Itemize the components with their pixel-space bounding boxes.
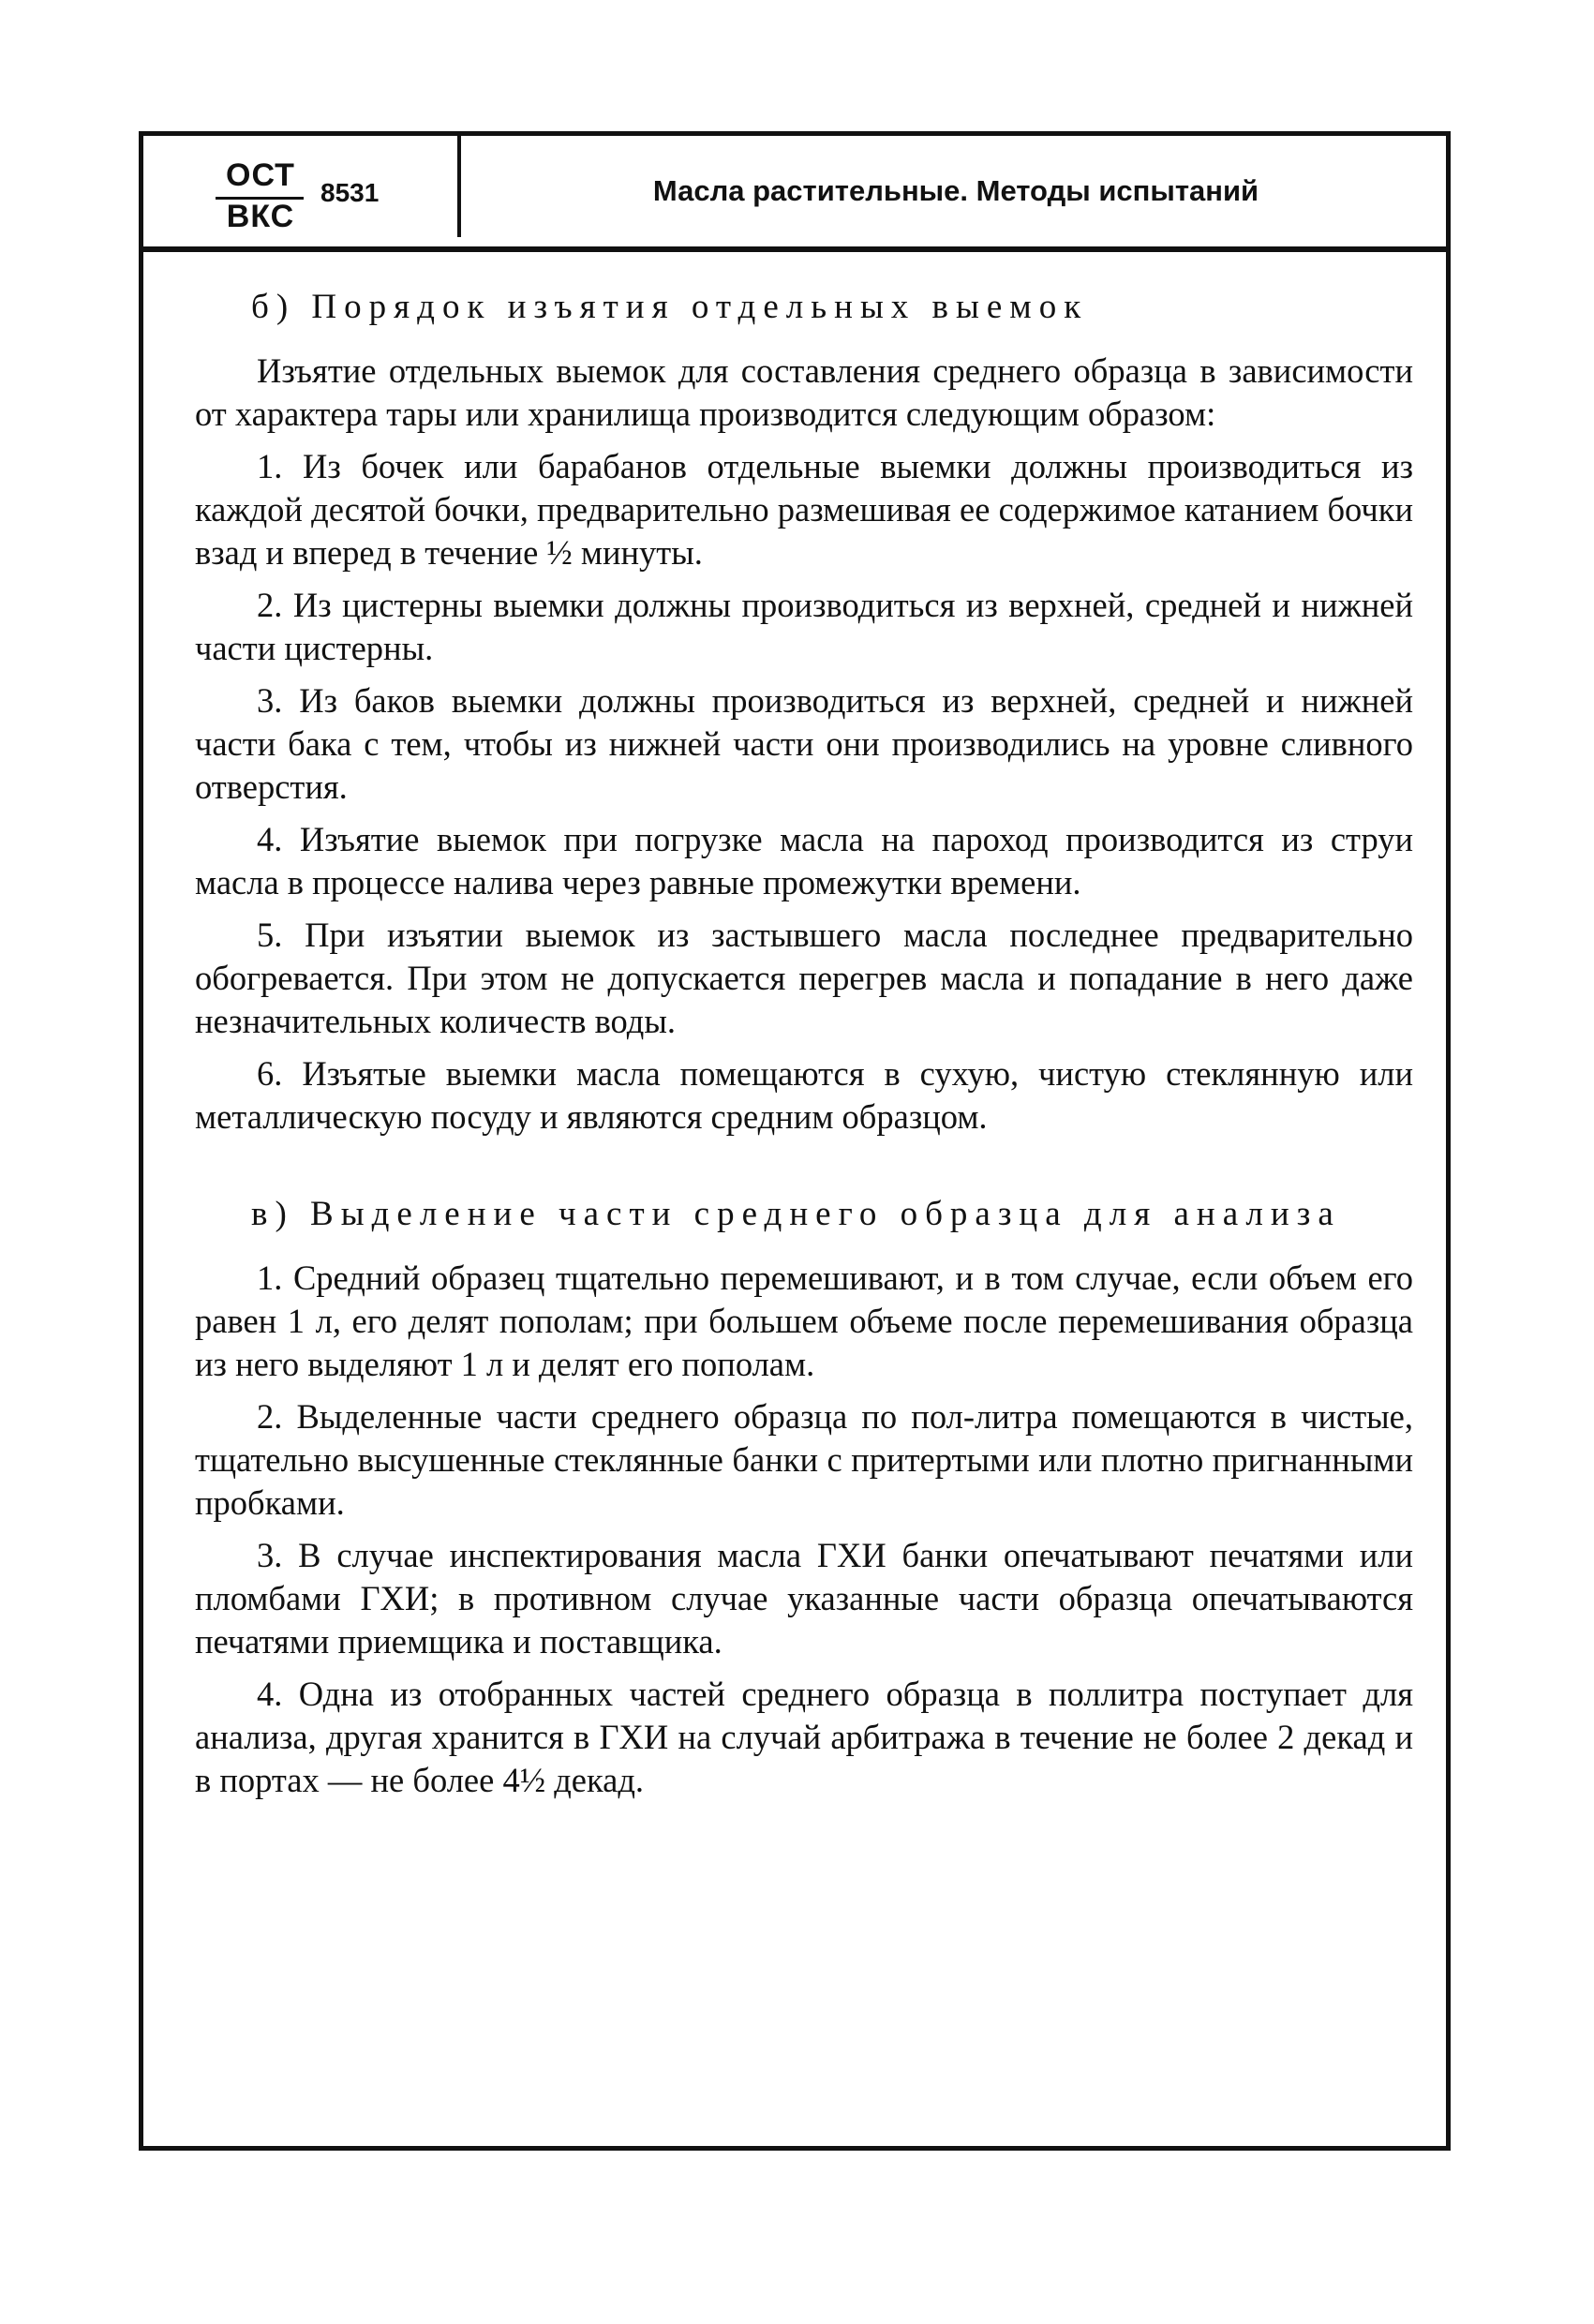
section-b-item-1: 1. Из бочек или барабанов отдельные выемки должны производиться из каждой десятой бочки, предварительно размешивая ее содержимое катанием бочки взад и вперед в течение ½ минуты. <box>195 447 1413 572</box>
section-v-item-2: 2. Выделенные части среднего образца по пол-литра помещаются в чистые, тщательно высушенные стеклянные банки с притертыми или плотно пригнанными пробками. <box>195 1397 1413 1522</box>
code-top: ОСТ <box>226 157 295 193</box>
header-divider <box>457 136 461 237</box>
section-b-item-5: 5. При изъятии выемок из застывшего масла последнее предварительно обогревается. При этом не допускается перегрев масла и попадание в него даже незначительных количеств воды. <box>195 916 1413 1040</box>
section-v-heading: в) Выделение части среднего образца для анализа <box>251 1195 1341 1233</box>
code-number: 8531 <box>320 178 380 207</box>
code-bottom: ВКС <box>226 199 295 234</box>
section-b-item-6: 6. Изъятые выемки масла помещаются в сухую, чистую стеклянную или металлическую посуду и являются средним образцом. <box>195 1054 1413 1136</box>
section-v-item-3: 3. В случае инспектирования масла ГХИ банки опечатывают печатями или пломбами ГХИ; в противном случае указанные части образца опечатываются печатями приемщика и поставщика. <box>195 1536 1413 1661</box>
section-v-item-4: 4. Одна из отобранных частей среднего образца в поллитра поступает для анализа, другая хранится в ГХИ на случай арбитража в течение не более 2 декад и в портах — не более 4½ декад. <box>195 1675 1413 1799</box>
section-b-heading: б) Порядок изъятия отдельных выемок <box>251 288 1089 326</box>
bottom-rule <box>139 2146 1451 2151</box>
standard-code <box>214 157 457 242</box>
page-content <box>195 286 1413 1811</box>
section-b-item-4: 4. Изъятие выемок при погрузке масла на пароход производится из струи масла в процессе налива через равные промежутки времени. <box>195 820 1413 901</box>
section-b-item-2: 2. Из цистерны выемки должны производиться из верхней, средней и нижней части цистерны. <box>195 586 1413 667</box>
section-b-item-3: 3. Из баков выемки должны производиться из верхней, средней и нижней части бака с тем, чтобы из нижней части они производились на уровне сливного отверстия. <box>195 681 1413 806</box>
document-title: Масла растительные. Методы испытаний <box>652 174 1259 207</box>
section-v-item-1: 1. Средний образец тщательно перемешивают, и в том случае, если объем его равен 1 л, его делят пополам; при большем объеме после перемешивания образца из него выделяют 1 л и делят его пополам. <box>195 1259 1413 1383</box>
section-b-intro: Изъятие отдельных выемок для составления среднего образца в зависимости от характера тары или хранилища производится следующим образом: <box>195 351 1413 433</box>
